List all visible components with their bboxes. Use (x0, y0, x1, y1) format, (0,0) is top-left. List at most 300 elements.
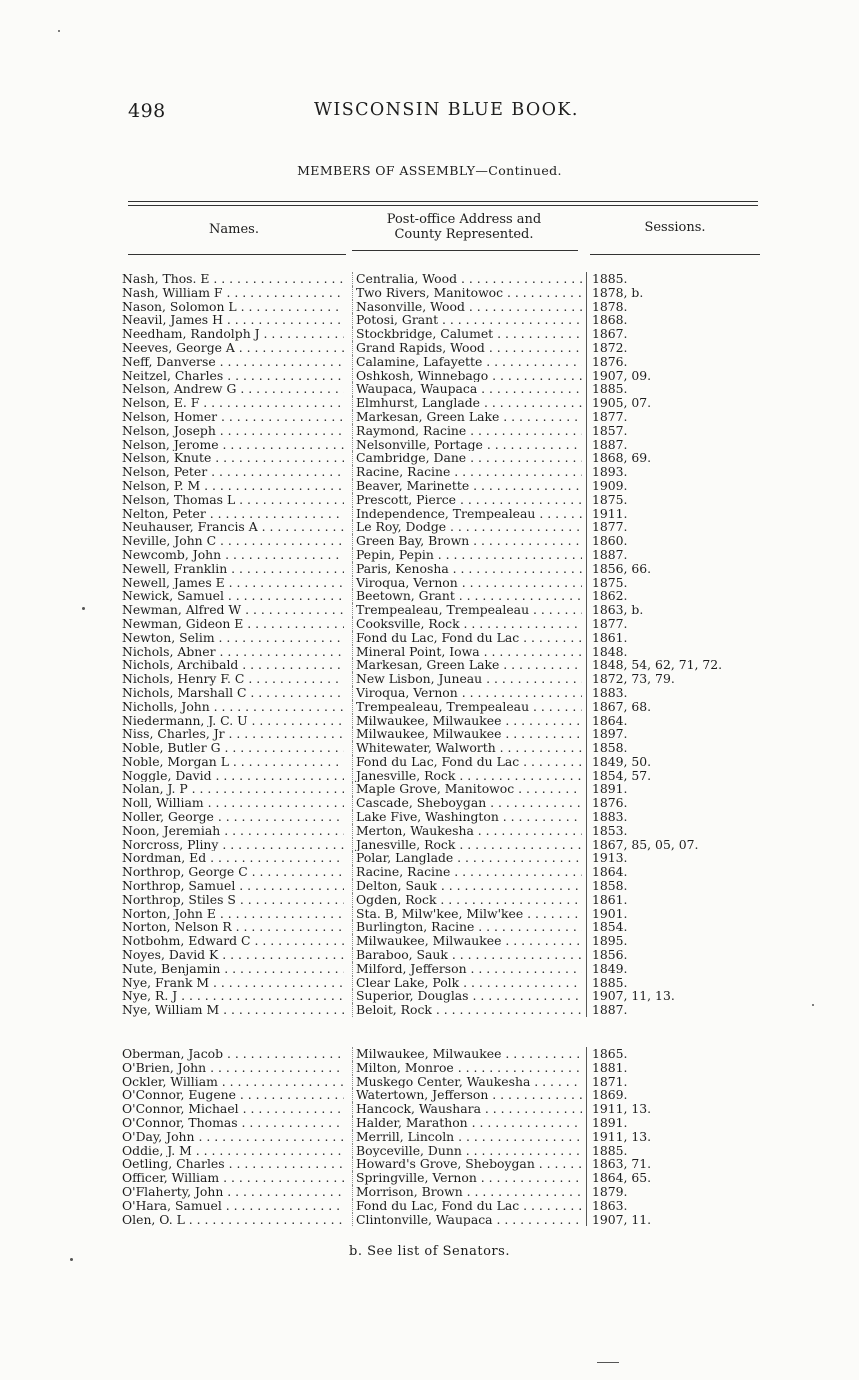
table-row (0, 824, 859, 838)
member-address-text: Le Roy, Dodge (356, 520, 447, 535)
leader-dots (232, 920, 344, 934)
member-name (122, 865, 344, 879)
member-name (122, 893, 344, 907)
leader-dots (469, 534, 582, 548)
table-row (0, 796, 859, 810)
member-sessions (586, 838, 792, 852)
member-name (122, 989, 344, 1003)
member-sessions (586, 562, 792, 576)
member-name-text: O'Brien, John (122, 1060, 207, 1075)
member-name-text: Noble, Morgan L (122, 754, 229, 769)
leader-dots (466, 451, 582, 465)
table-row (0, 1130, 859, 1144)
member-name-text: Nichols, Abner (122, 644, 216, 659)
member-name (122, 782, 344, 796)
member-sessions (586, 479, 792, 493)
leader-dots (460, 617, 582, 631)
member-address-text: Trempealeau, Trempealeau (356, 603, 530, 617)
member-sessions (586, 424, 792, 438)
scan-speck (597, 1362, 619, 1363)
leader-dots (519, 755, 582, 769)
member-address-text: Milwaukee, Milwaukee (356, 727, 502, 742)
table-row (0, 438, 859, 452)
table-top-rule (128, 201, 758, 202)
member-name-text: Nolan, J. P (122, 782, 188, 797)
member-name (122, 286, 344, 300)
member-name (122, 589, 344, 603)
leader-dots (241, 603, 344, 617)
member-sessions-text: 1871. (592, 1074, 628, 1089)
leader-dots (210, 700, 344, 714)
table-row (0, 493, 859, 507)
member-address (352, 272, 582, 286)
table-row (0, 741, 859, 755)
leader-dots (227, 562, 344, 576)
member-sessions-text: 1863. (592, 1198, 628, 1213)
member-address (352, 493, 582, 507)
member-address-text: Burlington, Racine (356, 920, 475, 935)
leader-dots (246, 686, 344, 700)
member-sessions-text: 1857. (592, 423, 628, 438)
member-name-text: Nichols, Archibald (122, 658, 239, 673)
leader-dots (192, 1144, 344, 1158)
member-name-text: Neeves, George A (122, 340, 235, 355)
leader-dots (212, 769, 344, 783)
member-sessions (586, 286, 792, 300)
member-name (122, 603, 344, 617)
leader-dots (219, 1003, 344, 1017)
member-sessions-text: 1879. (592, 1185, 628, 1199)
leader-dots (477, 1171, 582, 1185)
leader-dots (206, 1061, 344, 1075)
leader-dots (235, 879, 344, 893)
leader-dots (488, 1088, 582, 1102)
member-name (122, 1088, 344, 1102)
member-sessions (586, 355, 792, 369)
member-sessions (586, 948, 792, 962)
member-sessions-text: 1907, 11, 13. (592, 989, 675, 1004)
member-sessions (586, 976, 792, 990)
member-address (352, 562, 582, 576)
member-address-text: Boyceville, Dunn (356, 1143, 462, 1158)
member-address-text: Racine, Racine (356, 865, 451, 880)
table-row (0, 907, 859, 921)
leader-dots (514, 782, 582, 796)
member-address-text: Superior, Douglas (356, 989, 469, 1004)
member-address-text: Watertown, Jefferson (356, 1088, 489, 1103)
member-sessions-text: 1885. (592, 1143, 628, 1158)
member-sessions-text: 1883. (592, 685, 628, 700)
member-address (352, 1003, 582, 1017)
member-name-text: Nelson, Knute (122, 451, 212, 466)
member-name-text: Nelson, Homer (122, 409, 218, 424)
member-address-text: Hancock, Waushara (356, 1102, 481, 1117)
member-sessions-text: 1856. (592, 948, 628, 962)
member-name-text: O'Hara, Samuel (122, 1198, 222, 1213)
table-row (0, 396, 859, 410)
member-address-text: Oshkosh, Winnebago (356, 368, 489, 383)
member-name-text: Needham, Randolph J (122, 327, 260, 341)
leader-dots (224, 589, 344, 603)
leader-dots (529, 700, 582, 714)
member-address (352, 824, 582, 838)
member-name (122, 1061, 344, 1075)
table-row (0, 1047, 859, 1061)
member-name-text: Nichols, Henry F. C (122, 672, 245, 686)
member-address (352, 355, 582, 369)
members-group-n (0, 272, 859, 1017)
leader-dots (480, 396, 582, 410)
column-head-address-line2: County Represented. (394, 227, 534, 242)
member-name-text: Newman, Gideon E (122, 616, 244, 631)
member-sessions-text: 1856, 66. (592, 561, 652, 576)
member-name-text: O'Flaherty, John (122, 1185, 224, 1199)
table-row (0, 686, 859, 700)
member-name-text: Nordman, Ed (122, 851, 207, 866)
member-name (122, 272, 344, 286)
leader-dots (260, 327, 344, 341)
leader-dots (501, 1047, 582, 1061)
member-name (122, 700, 344, 714)
leader-dots (237, 300, 344, 314)
member-name-text: O'Connor, Eugene (122, 1088, 236, 1103)
table-row (0, 948, 859, 962)
member-address (352, 976, 582, 990)
leader-dots (188, 782, 344, 796)
leader-dots (529, 603, 582, 617)
member-address (352, 948, 582, 962)
leader-dots (453, 851, 582, 865)
member-name-text: Notbohm, Edward C (122, 934, 251, 949)
member-name (122, 1171, 344, 1185)
column-head-address (352, 212, 576, 242)
table-row (0, 645, 859, 659)
table-row (0, 589, 859, 603)
leader-dots (467, 962, 582, 976)
member-sessions-text: 1868, 69. (592, 451, 652, 466)
leader-dots (235, 493, 344, 507)
member-name (122, 755, 344, 769)
member-name (122, 1003, 344, 1017)
member-sessions (586, 686, 792, 700)
member-sessions-text: 1876. (592, 796, 628, 811)
member-name (122, 948, 344, 962)
member-address (352, 286, 582, 300)
leader-dots (225, 576, 344, 590)
leader-dots (248, 714, 344, 728)
member-name (122, 507, 344, 521)
scan-speck (812, 1004, 814, 1006)
member-address-text: Beetown, Grant (356, 589, 455, 604)
table-row (0, 631, 859, 645)
leader-dots (496, 741, 582, 755)
leader-dots (223, 313, 344, 327)
member-name-text: Nelson, Jerome (122, 437, 219, 452)
member-sessions-text: 1877. (592, 616, 628, 631)
member-address-text: Clear Lake, Polk (356, 975, 460, 990)
member-name (122, 686, 344, 700)
table-row (0, 658, 859, 672)
footnote: b. See list of Senators. (349, 1244, 510, 1259)
member-name-text: Noon, Jeremiah (122, 823, 221, 838)
member-name (122, 369, 344, 383)
member-name (122, 838, 344, 852)
member-sessions (586, 1102, 792, 1116)
table-row (0, 1199, 859, 1213)
table-row (0, 1116, 859, 1130)
member-sessions-text: 1911, 13. (592, 1129, 652, 1144)
table-row (0, 576, 859, 590)
table-row (0, 810, 859, 824)
member-sessions-text: 1867, 68. (592, 699, 652, 714)
member-name (122, 851, 344, 865)
member-name-text: Newick, Samuel (122, 589, 224, 604)
member-address (352, 1088, 582, 1102)
member-name-text: Nelson, E. F (122, 396, 200, 410)
member-name (122, 1144, 344, 1158)
leader-dots (481, 1102, 582, 1116)
leader-dots (185, 1213, 344, 1227)
member-sessions-text: 1907, 09. (592, 368, 652, 383)
scan-speck (70, 1258, 73, 1261)
member-name (122, 741, 344, 755)
member-sessions (586, 907, 792, 921)
header-rule-sessions (590, 254, 760, 255)
member-sessions (586, 1003, 792, 1017)
member-address-text: Whitewater, Walworth (356, 741, 496, 755)
member-sessions-text: 1865. (592, 1047, 628, 1061)
member-address-text: Waupaca, Waupaca (356, 382, 478, 397)
leader-dots (204, 796, 344, 810)
member-name-text: Newell, James E (122, 575, 225, 590)
member-name (122, 1157, 344, 1171)
leader-dots (223, 1047, 344, 1061)
member-address-text: Ogden, Rock (356, 892, 437, 907)
member-address-text: Paris, Kenosha (356, 561, 449, 576)
member-address (352, 520, 582, 534)
member-name (122, 1185, 344, 1199)
leader-dots (434, 548, 582, 562)
leader-dots (499, 658, 582, 672)
member-sessions (586, 672, 792, 686)
member-address-text: Howard's Grove, Sheboygan (356, 1157, 535, 1172)
leader-dots (209, 976, 344, 990)
member-sessions-text: 1849, 50. (592, 754, 652, 769)
table-row (0, 1213, 859, 1227)
member-address (352, 313, 582, 327)
member-sessions (586, 769, 792, 783)
table-row (0, 562, 859, 576)
leader-dots (211, 451, 344, 465)
member-address (352, 479, 582, 493)
member-name-text: Noyes, David K (122, 948, 219, 962)
member-sessions (586, 879, 792, 893)
member-name (122, 313, 344, 327)
member-address-text: Milford, Jefferson (356, 961, 467, 976)
member-sessions (586, 645, 792, 659)
leader-dots (229, 755, 344, 769)
table-row (0, 286, 859, 300)
member-sessions (586, 989, 792, 1003)
member-address-text: Racine, Racine (356, 465, 451, 479)
member-address (352, 1171, 582, 1185)
leader-dots (218, 948, 344, 962)
leader-dots (248, 865, 344, 879)
member-address-text: Centralia, Wood (356, 272, 458, 286)
member-address (352, 865, 582, 879)
member-name-text: Noller, George (122, 810, 214, 824)
member-sessions (586, 1130, 792, 1144)
member-name (122, 327, 344, 341)
leader-dots (222, 1199, 344, 1213)
table-row (0, 838, 859, 852)
member-sessions-text: 1872. (592, 340, 628, 355)
member-sessions (586, 1047, 792, 1061)
member-address-text: Morrison, Brown (356, 1185, 463, 1199)
member-sessions (586, 934, 792, 948)
table-row (0, 355, 859, 369)
leader-dots (220, 962, 344, 976)
member-sessions-text: 1877. (592, 520, 628, 535)
leader-dots (223, 286, 345, 300)
leader-dots (258, 520, 344, 534)
leader-dots (219, 1171, 344, 1185)
member-address (352, 424, 582, 438)
leader-dots (446, 520, 582, 534)
leader-dots (217, 410, 344, 424)
section-title: MEMBERS OF ASSEMBLY—Continued. (297, 163, 562, 178)
member-sessions (586, 920, 792, 934)
table-row (0, 313, 859, 327)
leader-dots (462, 1144, 582, 1158)
member-address-text: Nasonville, Wood (356, 299, 465, 314)
member-sessions-text: 1876. (592, 354, 628, 369)
leader-dots (455, 589, 582, 603)
member-sessions (586, 1171, 792, 1185)
member-sessions-text: 1867. (592, 327, 628, 341)
member-sessions (586, 1144, 792, 1158)
leader-dots (474, 824, 582, 838)
member-address (352, 989, 582, 1003)
member-address (352, 1213, 582, 1227)
member-sessions-text: 1868. (592, 313, 628, 328)
member-sessions (586, 893, 792, 907)
member-address (352, 1199, 582, 1213)
member-address-text: Cooksville, Rock (356, 616, 460, 631)
member-name-text: Nicholls, John (122, 699, 210, 714)
leader-dots (216, 534, 344, 548)
member-name (122, 1047, 344, 1061)
member-sessions-text: 1863, b. (592, 603, 644, 617)
member-name (122, 907, 344, 921)
member-address (352, 962, 582, 976)
member-sessions (586, 520, 792, 534)
member-address (352, 658, 582, 672)
member-address-text: Grand Rapids, Wood (356, 340, 485, 355)
table-row (0, 451, 859, 465)
member-address (352, 1047, 582, 1061)
leader-dots (238, 658, 344, 672)
member-sessions-text: 1858. (592, 741, 628, 755)
leader-dots (437, 879, 582, 893)
member-sessions (586, 1061, 792, 1075)
member-sessions (586, 603, 792, 617)
member-name-text: Ockler, William (122, 1074, 218, 1089)
member-name-text: Oetling, Charles (122, 1157, 225, 1172)
member-address-text: Prescott, Pierce (356, 492, 457, 507)
leader-dots (432, 1003, 582, 1017)
member-address (352, 1102, 582, 1116)
member-sessions (586, 451, 792, 465)
member-sessions (586, 755, 792, 769)
member-address-text: Milwaukee, Milwaukee (356, 934, 502, 949)
member-name-text: Nash, Thos. E (122, 272, 210, 286)
member-sessions-text: 1911. (592, 506, 628, 521)
member-sessions (586, 382, 792, 396)
table-row (0, 700, 859, 714)
table-row (0, 865, 859, 879)
member-name (122, 645, 344, 659)
member-sessions-text: 1901. (592, 906, 628, 921)
member-name (122, 300, 344, 314)
table-row (0, 424, 859, 438)
member-sessions-text: 1854. (592, 920, 628, 935)
leader-dots (459, 976, 582, 990)
table-row (0, 934, 859, 948)
member-sessions-text: 1878, b. (592, 285, 644, 300)
leader-dots (177, 989, 344, 1003)
member-address-text: Markesan, Green Lake (356, 658, 500, 673)
member-sessions-text: 1907, 11. (592, 1212, 652, 1227)
member-sessions (586, 272, 792, 286)
member-sessions-text: 1862. (592, 589, 628, 604)
member-sessions (586, 865, 792, 879)
table-row (0, 893, 859, 907)
member-name-text: O'Connor, Michael (122, 1102, 239, 1117)
member-name (122, 658, 344, 672)
member-name-text: Neville, John C (122, 534, 217, 548)
member-name-text: Nelson, Thomas L (122, 492, 236, 507)
member-address-text: Milton, Monroe (356, 1060, 454, 1075)
member-name (122, 396, 344, 410)
member-address (352, 1061, 582, 1075)
member-address-text: Springville, Vernon (356, 1171, 477, 1185)
member-name (122, 424, 344, 438)
table-row (0, 300, 859, 314)
member-sessions-text: 1863, 71. (592, 1157, 652, 1172)
leader-dots (499, 410, 582, 424)
member-name-text: Neitzel, Charles (122, 368, 224, 383)
header-rule-names (128, 254, 346, 255)
table-row (0, 382, 859, 396)
leader-dots (454, 1061, 582, 1075)
member-name-text: Nash, William F (122, 285, 223, 300)
member-name (122, 493, 344, 507)
member-sessions (586, 341, 792, 355)
member-name-text: Northrop, George C (122, 865, 248, 880)
member-name (122, 727, 344, 741)
leader-dots (223, 1185, 344, 1199)
leader-dots (251, 934, 344, 948)
member-address (352, 782, 582, 796)
leader-dots (219, 438, 344, 452)
leader-dots (468, 1116, 582, 1130)
member-sessions-text: 1867, 85, 05, 07. (592, 837, 699, 852)
member-name-text: Noll, William (122, 796, 204, 811)
members-group-o (0, 1047, 859, 1226)
member-address (352, 369, 582, 383)
leader-dots (483, 438, 582, 452)
